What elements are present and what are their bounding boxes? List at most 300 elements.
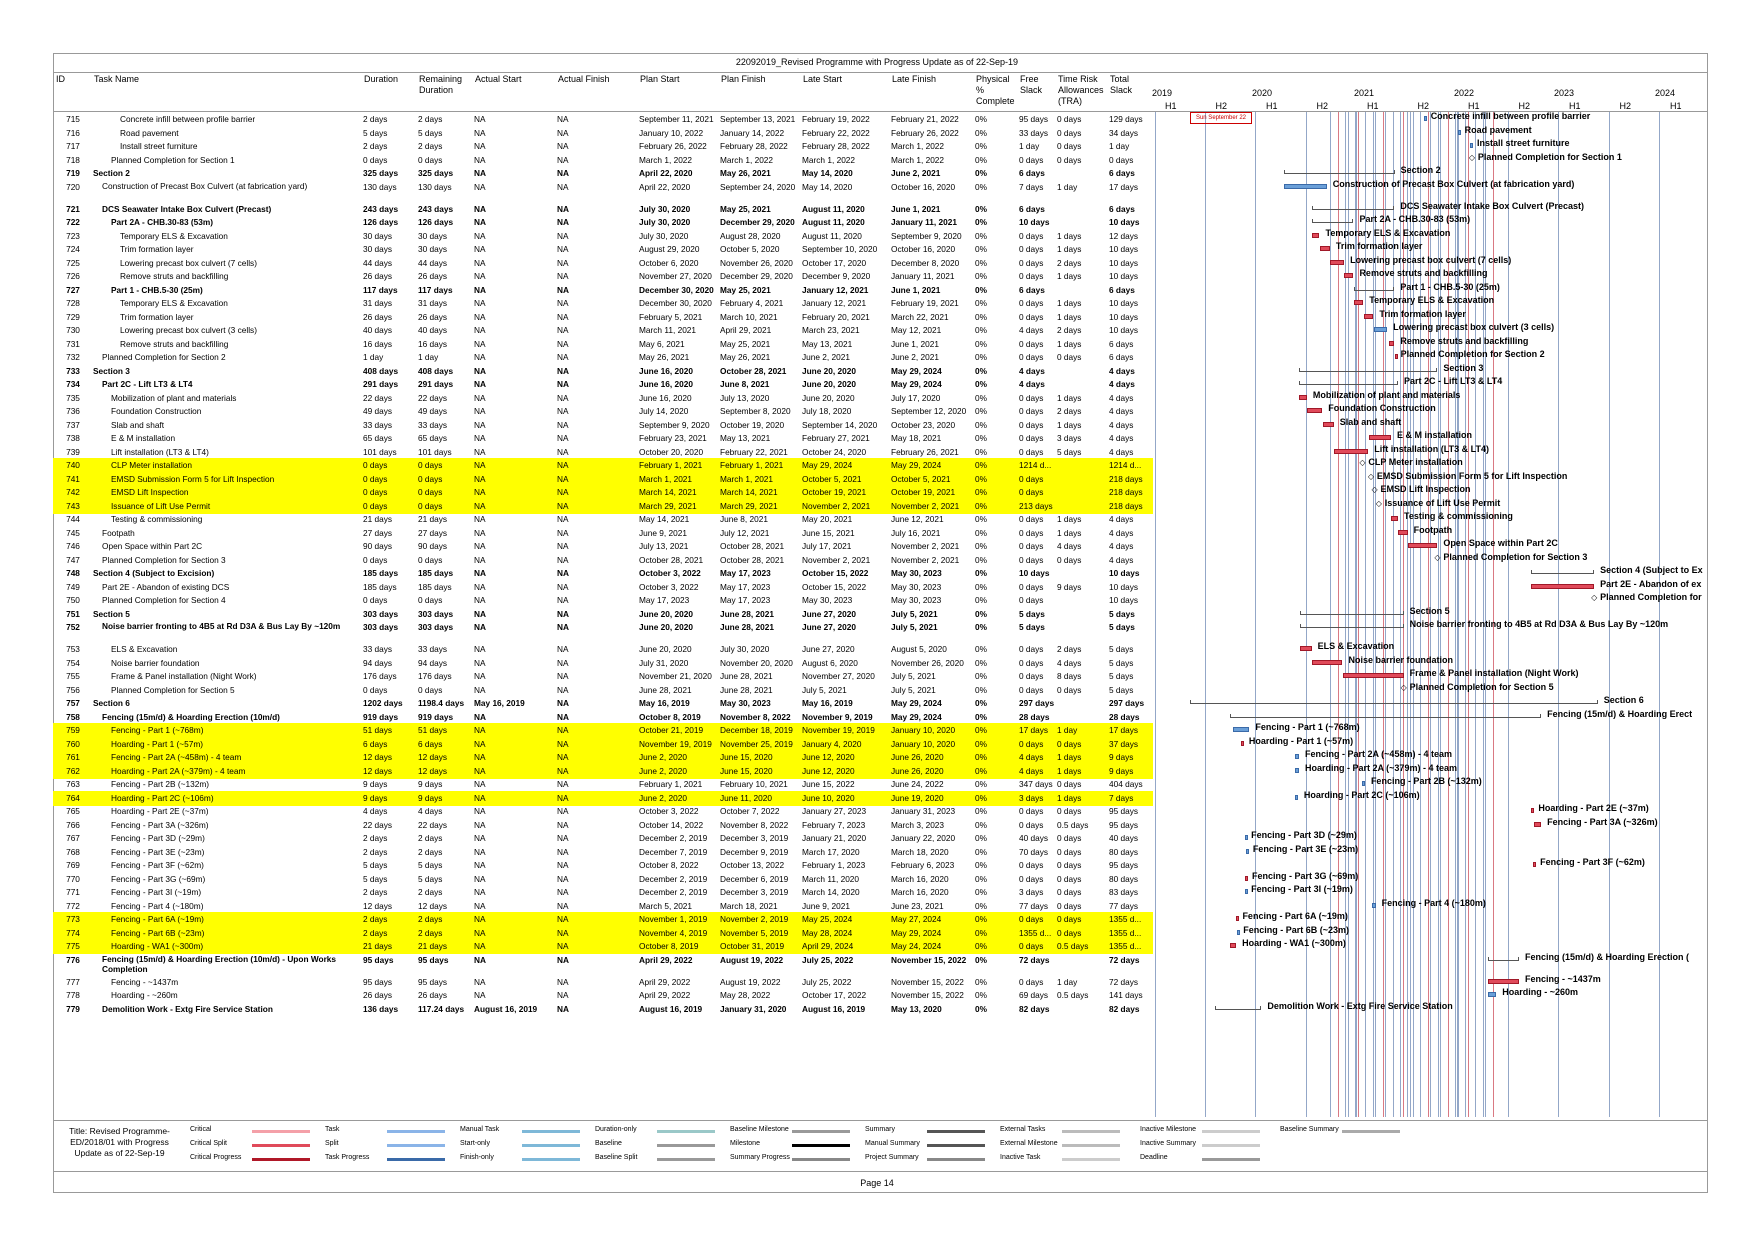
task-bar[interactable] [1395,354,1398,359]
task-remaining: 90 days [418,541,448,551]
task-late-finish: March 1, 2022 [891,154,945,165]
task-actual-finish: NA [557,127,569,138]
task-late-start: August 11, 2020 [802,217,865,227]
task-free-slack: 0 days [1019,338,1044,349]
task-actual-finish: NA [557,406,569,416]
task-bar[interactable] [1312,233,1320,238]
task-remaining: 9 days [418,792,443,803]
task-bar[interactable] [1369,435,1391,440]
task-physical: 0% [975,976,987,987]
task-total-slack: 72 days [1109,976,1139,987]
task-bar[interactable] [1230,943,1236,948]
task-total-slack: 1355 d... [1109,914,1142,924]
task-actual-start: NA [474,833,486,843]
task-physical: 0% [975,284,987,295]
task-total-slack: 7 days [1109,792,1134,803]
header-actual-finish[interactable]: Actual Finish [558,74,610,84]
task-bar[interactable] [1236,916,1239,921]
task-name: Planned Completion for Section 3 [102,554,226,565]
task-actual-finish: NA [557,487,569,497]
task-plan-finish: July 13, 2020 [720,392,770,403]
task-plan-finish: October 13, 2022 [720,860,785,870]
task-free-slack: 0 days [1019,819,1044,830]
task-total-slack: 4 days [1109,379,1135,389]
task-plan-finish: May 13, 2021 [720,433,771,443]
task-tra: 0 days [1057,352,1082,362]
summary-bar[interactable] [1531,570,1594,574]
task-late-start: October 17, 2020 [802,257,867,268]
task-name: DCS Seawater Intake Box Culvert (Precast) [102,203,272,214]
task-duration: 22 days [363,392,393,403]
task-free-slack: 95 days [1019,114,1049,124]
task-id: 744 [66,514,80,524]
task-physical: 0% [975,257,987,268]
task-actual-start: NA [474,581,486,592]
gantt-label: Hoarding - Part 2E (~37m) [1538,803,1649,813]
task-actual-start: NA [474,446,486,457]
task-duration: 0 days [363,154,388,165]
task-bar[interactable] [1245,835,1248,840]
task-bar[interactable] [1374,327,1387,332]
task-late-finish: June 26, 2020 [891,752,944,762]
table-row[interactable] [53,953,1153,975]
task-plan-finish: June 15, 2020 [720,765,773,776]
task-bar[interactable] [1246,849,1249,854]
grid-line [1558,112,1559,1117]
task-late-start: March 11, 2020 [802,873,860,884]
task-bar[interactable] [1320,246,1330,251]
legend-swatch [927,1158,985,1161]
task-id: 747 [66,554,80,565]
summary-bar[interactable] [1284,170,1395,174]
task-remaining: 16 days [418,338,448,349]
task-free-slack: 0 days [1019,244,1044,254]
task-name: Planned Completion for Section 2 [102,352,226,362]
summary-bar[interactable] [1300,611,1403,615]
header-actual-start[interactable]: Actual Start [475,74,522,84]
task-actual-start: NA [474,725,486,735]
header-free-slack[interactable]: Free Slack [1020,74,1043,95]
task-bar[interactable] [1531,808,1534,813]
task-bar[interactable] [1458,130,1461,135]
task-name: Fencing (15m/d) & Hoarding Erection (10m/d) [102,711,280,722]
task-physical: 0% [975,527,987,538]
task-actual-start: NA [474,203,486,214]
task-physical: 0% [975,554,987,565]
task-plan-start: July 13, 2021 [639,541,689,551]
task-tra: 2 days [1057,325,1082,335]
gantt-label: Fencing (15m/d) & Hoarding Erect [1547,708,1693,719]
task-plan-finish: August 28, 2020 [720,230,781,241]
task-tra: 4 days [1057,657,1082,668]
task-bar[interactable] [1531,584,1594,589]
task-late-start: January 12, 2021 [802,298,867,308]
task-id: 770 [66,873,80,884]
task-plan-finish: October 5, 2020 [720,244,780,254]
task-plan-finish: May 28, 2022 [720,990,771,1000]
task-duration: 1202 days [363,698,403,708]
task-actual-finish: NA [557,622,569,632]
task-id: 728 [66,298,80,308]
task-physical: 0% [975,833,987,843]
task-plan-start: March 5, 2021 [639,900,693,911]
summary-bar[interactable] [1230,714,1541,718]
gantt-label: Hoarding - WA1 (~300m) [1242,938,1346,948]
task-free-slack: 4 days [1019,752,1044,762]
summary-bar[interactable] [1488,957,1519,961]
task-physical: 0% [975,887,987,897]
task-duration: 291 days [363,379,399,389]
task-name: Hoarding - WA1 (~300m) [111,941,204,951]
task-duration: 33 days [363,644,393,654]
task-actual-finish: NA [557,581,569,592]
header-late-finish[interactable]: Late Finish [892,74,937,84]
task-total-slack: 28 days [1109,711,1140,722]
gantt-label: Fencing - Part 3G (~69m) [1251,870,1359,881]
task-id: 779 [66,1003,80,1014]
task-late-finish: July 5, 2021 [891,671,936,681]
task-remaining: 2 days [418,833,443,843]
header-plan-start[interactable]: Plan Start [640,74,680,84]
task-name: Section 3 [93,365,130,376]
task-total-slack: 4 days [1109,419,1134,430]
gantt-chart [1150,112,1708,1117]
task-plan-start: October 8, 2019 [639,711,701,722]
gantt-label: Trim formation layer [1335,241,1423,251]
task-late-start: November 27, 2020 [802,671,875,681]
header-duration[interactable]: Duration [364,74,399,84]
task-actual-finish: NA [557,752,569,762]
task-physical: 0% [975,311,987,322]
task-actual-start: NA [474,141,486,151]
task-plan-finish: November 25, 2019 [720,738,793,749]
summary-bar[interactable] [1354,287,1395,291]
gantt-label: Hoarding - Part 2A (~379m) - 4 team [1305,762,1457,773]
task-plan-start: July 30, 2020 [639,217,691,227]
gantt-label: Part 2E - Abandon of ex [1600,578,1702,589]
task-actual-start: NA [474,365,486,376]
gantt-label: Hoarding - Part 2C (~106m) [1303,789,1420,800]
task-duration: 44 days [363,257,393,268]
task-physical: 0% [975,684,987,695]
task-free-slack: 0 days [1019,419,1044,430]
task-actual-finish: NA [557,711,569,722]
task-bar[interactable] [1488,992,1496,997]
task-plan-start: August 29, 2020 [639,244,700,254]
summary-bar[interactable] [1215,1006,1261,1010]
task-name: Fencing - Part 1 (~768m) [111,725,204,735]
task-bar[interactable] [1295,795,1298,800]
task-actual-finish: NA [557,990,569,1000]
table-row[interactable] [53,1002,1153,1017]
summary-bar[interactable] [1312,219,1354,223]
task-bar[interactable] [1237,930,1240,935]
task-actual-finish: NA [557,954,569,965]
gantt-label: Planned Completion for Section 5 [1409,681,1554,692]
task-bar[interactable] [1534,822,1541,827]
task-bar[interactable] [1488,979,1519,984]
task-duration: 2 days [363,914,388,924]
task-name: Footpath [102,527,135,538]
task-tra: 4 days [1057,541,1082,551]
task-plan-start: June 9, 2021 [639,527,687,538]
task-remaining: 0 days [418,554,443,565]
task-free-slack: 0 days [1019,527,1044,538]
task-total-slack: 404 days [1109,779,1143,789]
header-task-name[interactable]: Task Name [94,74,140,84]
task-name: Road pavement [120,127,179,138]
task-id: 771 [66,887,80,897]
task-remaining: 12 days [418,765,448,776]
task-duration: 12 days [363,752,393,762]
summary-bar[interactable] [1299,381,1398,385]
gantt-label: EMSD Submission Form 5 for Lift Inspection [1376,470,1568,481]
task-tra: 1 days [1057,230,1082,241]
header-plan-finish[interactable]: Plan Finish [721,74,766,84]
task-bar[interactable] [1323,422,1334,427]
task-physical: 0% [975,608,987,619]
task-remaining: 0 days [418,500,443,511]
task-name: Frame & Panel installation (Night Work) [111,671,257,681]
task-late-start: March 1, 2022 [802,154,856,165]
task-actual-start: NA [474,779,486,789]
task-bar[interactable] [1241,741,1244,746]
task-free-slack: 0 days [1019,392,1044,403]
task-bar[interactable] [1295,768,1299,773]
task-bar[interactable] [1389,341,1394,346]
gantt-label: Issuance of Lift Use Permit [1384,497,1501,508]
task-remaining: 126 days [418,217,454,227]
header-id[interactable]: ID [56,74,65,84]
header-physical[interactable]: Physical % Complete [976,74,1015,106]
task-remaining: 0 days [418,473,443,484]
task-duration: 26 days [363,311,393,322]
task-duration: 26 days [363,990,393,1000]
task-name: Noise barrier foundation [111,657,200,668]
task-free-slack: 10 days [1019,217,1050,227]
task-remaining: 44 days [418,257,448,268]
milestone-icon: ◇ [1359,458,1366,467]
task-remaining: 325 days [418,168,454,178]
task-late-start: February 1, 2023 [802,860,866,870]
task-late-finish: August 5, 2020 [891,644,947,654]
task-free-slack: 0 days [1019,271,1044,281]
task-id: 732 [66,352,80,362]
task-remaining: 0 days [418,154,443,165]
task-late-start: June 12, 2020 [802,752,855,762]
task-name: Fencing - Part 3F (~62m) [111,860,204,870]
task-id: 716 [66,127,80,138]
task-duration: 16 days [363,338,393,349]
task-duration: 22 days [363,819,393,830]
task-bar[interactable] [1343,673,1404,678]
task-id: 764 [66,792,80,803]
task-bar[interactable] [1334,449,1368,454]
task-plan-finish: October 28, 2021 [720,541,785,551]
task-remaining: 117 days [418,284,453,295]
task-bar[interactable] [1354,300,1364,305]
task-tra: 0 days [1057,846,1082,857]
task-duration: 303 days [363,608,399,619]
task-late-finish: November 15, 2022 [891,954,967,965]
task-plan-start: June 16, 2020 [639,379,693,389]
summary-bar[interactable] [1190,700,1598,704]
task-remaining: 1198.4 days [418,698,465,708]
legend-swatch [657,1144,715,1147]
task-late-start: August 11, 2020 [802,203,865,214]
task-total-slack: 95 days [1109,806,1139,816]
task-free-slack: 4 days [1019,365,1045,376]
task-actual-start: NA [474,311,486,322]
task-plan-start: May 14, 2021 [639,514,690,524]
task-bar[interactable] [1362,781,1365,786]
legend-item: Critical [190,1126,212,1133]
task-tra: 1 days [1057,311,1082,322]
task-bar[interactable] [1299,395,1307,400]
gantt-label: Open Space within Part 2C [1443,538,1558,548]
task-total-slack: 10 days [1109,581,1139,592]
task-actual-finish: NA [557,419,569,430]
gantt-label: Section 2 [1400,165,1441,175]
task-tra: 2 days [1057,257,1082,268]
task-physical: 0% [975,419,987,430]
task-free-slack: 6 days [1019,203,1045,214]
task-name: Part 2A - CHB.30-83 (53m) [111,217,214,227]
legend-swatch [1342,1130,1400,1133]
task-plan-start: October 3, 2022 [639,568,701,578]
task-bar[interactable] [1424,116,1427,121]
task-late-start: June 15, 2022 [802,779,855,789]
task-physical: 0% [975,725,987,735]
task-late-finish: June 1, 2021 [891,203,941,214]
task-bar[interactable] [1398,530,1407,535]
gantt-label: Install street furniture [1476,138,1570,148]
task-bar[interactable] [1295,754,1299,759]
task-bar[interactable] [1245,876,1248,881]
legend-item: Critical Progress [190,1154,242,1161]
task-bar[interactable] [1245,889,1248,894]
task-plan-finish: August 19, 2022 [720,976,781,987]
task-id: 774 [66,927,80,938]
task-duration: 101 days [363,446,397,457]
task-late-finish: January 31, 2023 [891,806,956,816]
task-id: 765 [66,806,80,816]
task-remaining: 2 days [418,914,443,924]
task-bar[interactable] [1284,184,1327,189]
task-bar[interactable] [1233,727,1249,732]
task-plan-finish: December 9, 2019 [720,846,789,857]
legend-swatch [1202,1130,1260,1133]
task-bar[interactable] [1307,408,1322,413]
task-id: 733 [66,365,80,376]
header-late-start[interactable]: Late Start [803,74,843,84]
task-actual-finish: NA [557,976,569,987]
header-total-slack[interactable]: Total Slack [1110,74,1133,95]
legend-swatch [792,1144,850,1147]
task-late-start: February 19, 2022 [802,114,870,124]
task-late-start: October 15, 2022 [802,581,867,592]
task-actual-finish: NA [557,141,569,151]
half-label: H2 [1316,101,1329,111]
task-plan-finish: March 10, 2021 [720,311,778,322]
task-plan-finish: December 3, 2019 [720,833,789,843]
task-bar[interactable] [1330,260,1344,265]
task-plan-start: October 21, 2019 [639,725,704,735]
task-bar[interactable] [1391,516,1398,521]
gantt-label: Lift installation (LT3 & LT4) [1374,443,1489,454]
task-name: Remove struts and backfilling [120,271,229,281]
gantt-label: Hoarding - Part 1 (~57m) [1248,735,1354,746]
table-row[interactable] [53,620,1153,642]
task-id: 755 [66,671,80,681]
task-duration: 12 days [363,900,393,911]
task-remaining: 2 days [418,141,443,151]
gantt-label: Testing & commissioning [1404,511,1513,521]
summary-bar[interactable] [1299,368,1437,372]
task-free-slack: 0 days [1019,554,1044,565]
task-tra: 1 day [1057,181,1078,192]
task-plan-start: April 29, 2022 [639,954,693,965]
task-actual-start: NA [474,873,486,884]
task-duration: 5 days [363,127,388,138]
task-bar[interactable] [1300,646,1311,651]
task-bar[interactable] [1372,903,1376,908]
header-tra[interactable]: Time Risk Allowances (TRA) [1058,74,1104,106]
task-duration: 30 days [363,244,393,254]
task-actual-start: NA [474,976,486,987]
task-bar[interactable] [1408,543,1437,548]
summary-bar[interactable] [1312,206,1395,210]
header-remaining[interactable]: Remaining Duration [419,74,463,95]
task-actual-start: NA [474,352,486,362]
task-late-start: June 20, 2020 [802,392,855,403]
legend-item: External Milestone [1000,1140,1058,1147]
legend-item: Manual Summary [865,1140,920,1147]
task-bar[interactable] [1364,314,1374,319]
task-name: Fencing - Part 2B (~132m) [111,779,209,789]
task-duration: 1 day [363,352,384,362]
task-plan-start: October 8, 2019 [639,941,699,951]
gantt-label: Noise barrier fronting to 4B5 at Rd D3A & Bus Lay By ~120m [1409,619,1669,629]
task-late-start: November 19, 2019 [802,725,875,735]
task-bar[interactable] [1470,143,1473,148]
task-late-finish: February 19, 2021 [891,298,959,308]
task-actual-start: NA [474,487,486,497]
task-id: 776 [66,954,80,965]
summary-bar[interactable] [1300,624,1403,628]
task-id: 775 [66,941,80,951]
table-row[interactable] [53,180,1153,202]
task-total-slack: 10 days [1109,298,1139,308]
task-bar[interactable] [1312,660,1343,665]
task-actual-finish: NA [557,271,569,281]
legend-swatch [792,1158,850,1161]
task-actual-finish: NA [557,338,569,349]
task-physical: 0% [975,271,987,281]
task-actual-start: NA [474,887,486,897]
task-physical: 0% [975,711,987,722]
task-actual-start: NA [474,284,486,295]
task-bar[interactable] [1344,273,1353,278]
task-id: 778 [66,990,80,1000]
task-name: Section 4 (Subject to Excision) [93,568,215,578]
task-bar[interactable] [1533,862,1536,867]
task-late-finish: March 22, 2021 [891,311,949,322]
legend-item: Task [325,1126,340,1133]
task-late-start: May 29, 2024 [802,460,853,470]
task-actual-finish: NA [557,1003,569,1014]
task-physical: 0% [975,541,987,551]
